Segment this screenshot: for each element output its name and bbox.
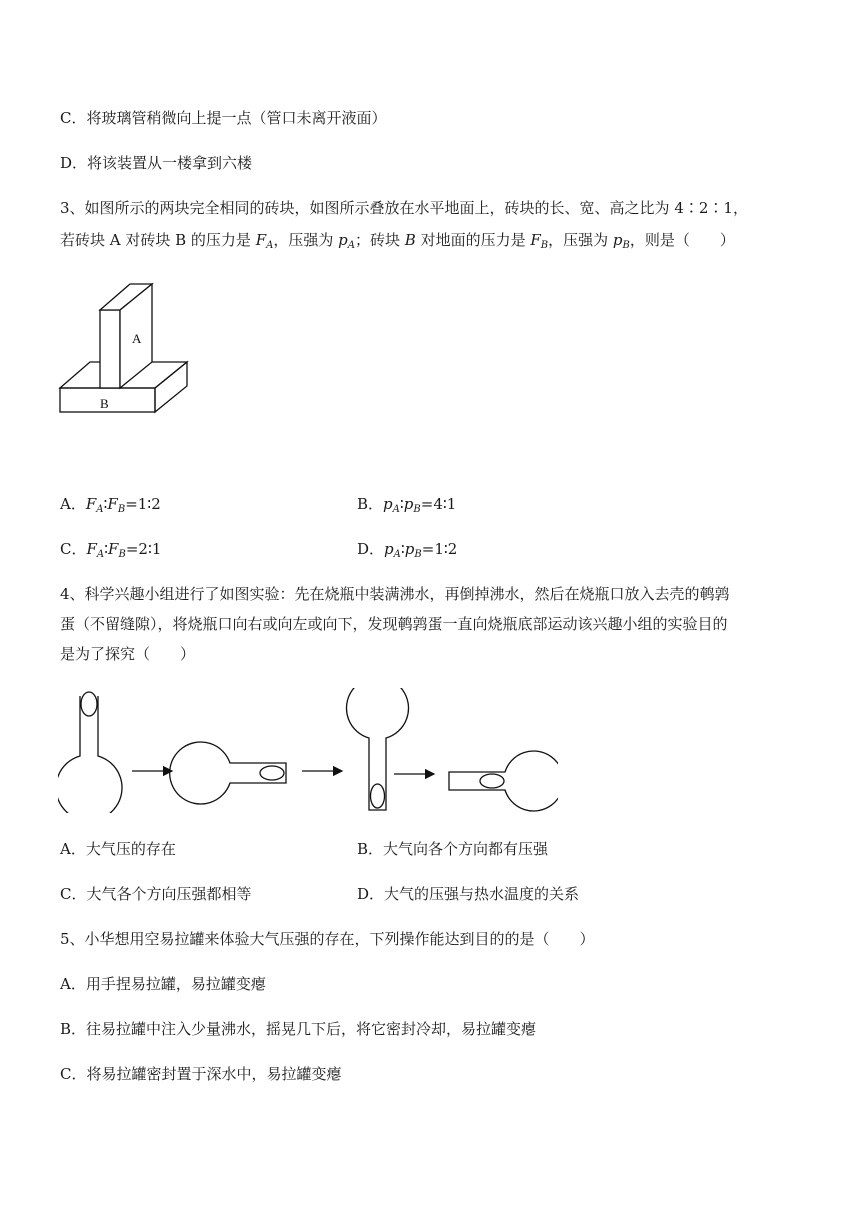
q2-option-d: D．将该装置从一楼拿到六楼	[60, 154, 253, 172]
flask-upright	[58, 692, 122, 813]
flask-right	[170, 742, 286, 804]
q4-option-d: D．大气的压强与热水温度的关系	[357, 885, 580, 903]
q4-stem-line2: 蛋（不留缝隙），将烧瓶口向右或向左或向下，发现鹌鹑蛋一直向烧瓶底部运动该兴趣小组的实验目的	[60, 615, 728, 633]
q4-option-c: C．大气各个方向压强都相等	[60, 885, 252, 903]
flask-down	[347, 688, 409, 810]
q5-option-a: A．用手捏易拉罐，易拉罐变瘪	[60, 975, 266, 993]
q5-stem: 5、小华想用空易拉罐来体验大气压强的存在，下列操作能达到目的的是（ ）	[60, 930, 595, 948]
q4-stem-line1: 4、科学兴趣小组进行了如图实验：先在烧瓶中装满沸水，再倒掉沸水，然后在烧瓶口放入去壳的鹌鹑	[60, 585, 730, 603]
brick-a-label: A	[132, 331, 142, 346]
flask-experiment-figure	[58, 688, 558, 813]
q3-option-b: B．$p_A∶p_B=4∶1$	[357, 495, 457, 515]
q3-stem-line2: 若砖块 A 对砖块 B 的压力是 $F_A$，压强为 $p_A$；砖块 B 对地面的压力是 $F_B$，压强为 $p_B$，则是（ ）	[60, 231, 735, 251]
q4-stem-line3: 是为了探究（ ）	[60, 645, 196, 663]
q4-option-a: A．大气压的存在	[60, 840, 176, 858]
q5-option-b: B．往易拉罐中注入少量沸水，摇晃几下后，将它密封冷却，易拉罐变瘪	[60, 1020, 537, 1038]
flask-left	[449, 751, 558, 811]
q3-option-c: C．$F_A∶F_B=2∶1$	[60, 540, 162, 560]
q3-option-a: A．$F_A∶F_B=1∶2$	[60, 495, 161, 515]
q2-option-c: C．将玻璃管稍微向上提一点（管口未离开液面）	[60, 109, 387, 127]
q3-stem-line1: 3、如图所示的两块完全相同的砖块，如图所示叠放在水平地面上，砖块的长、宽、高之比为 4∶2∶1，	[60, 199, 748, 217]
brick-b-label: B	[100, 396, 109, 411]
q3-option-d: D．$p_A∶p_B=1∶2$	[357, 540, 458, 560]
brick-figure	[58, 280, 193, 415]
q4-option-b: B．大气向各个方向都有压强	[357, 840, 549, 858]
q5-option-c: C．将易拉罐密封置于深水中，易拉罐变瘪	[60, 1065, 342, 1083]
